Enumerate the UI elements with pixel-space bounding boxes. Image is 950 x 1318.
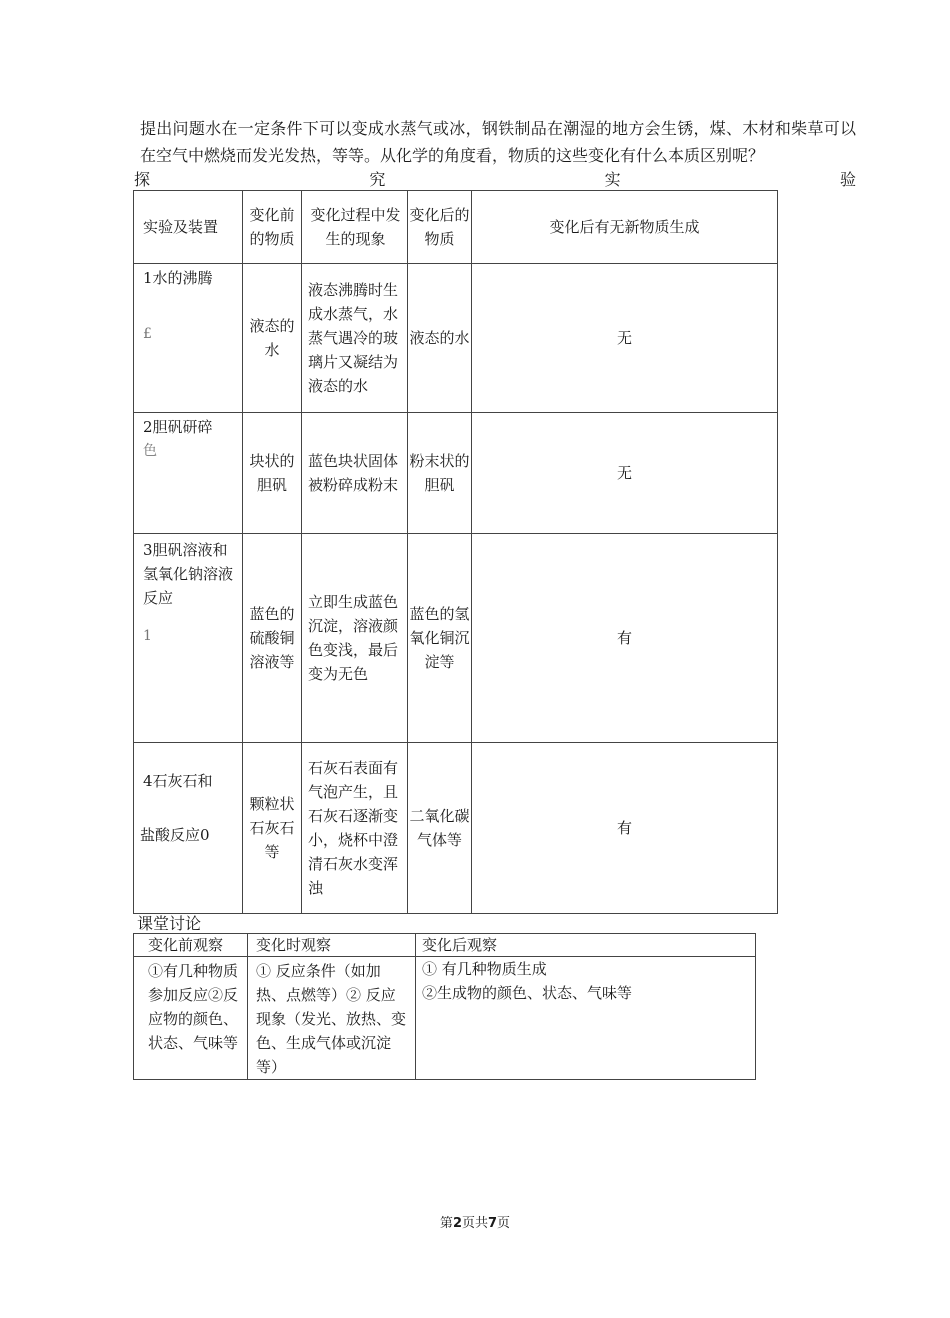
process-cell: 液态沸腾时生成水蒸气，水蒸气遇冷的玻璃片又凝结为液态的水 — [302, 264, 408, 413]
header-cell: 变化前的物质 — [243, 191, 302, 264]
new-substance-cell: 有 — [472, 534, 778, 743]
intro-paragraph: 提出问题水在一定条件下可以变成水蒸气或冰，钢铁制品在潮湿的地方会生锈，煤、木材和柴草可以在空气中燃烧而发光发热，等等。从化学的角度看，物质的这些变化有什么本质区别呢？ — [140, 119, 856, 165]
table-row — [134, 743, 778, 914]
during-observation-cell: ① 反应条件（如加热、点燃等）② 反应现象（发光、放热、变色、生成气体或沉淀等） — [248, 957, 416, 1080]
new-substance-cell: 无 — [472, 264, 778, 413]
apparatus-mark: £ — [143, 326, 152, 342]
process-cell: 蓝色块状固体被粉碎成粉末 — [302, 413, 408, 534]
table-header-row — [134, 191, 778, 264]
experiment-table — [133, 190, 778, 914]
explore-char: 探 — [134, 170, 151, 189]
header-cell: 变化过程中发生的现象 — [302, 191, 408, 264]
process-cell: 立即生成蓝色沉淀，溶液颜色变浅，最后变为无色 — [302, 534, 408, 743]
experiment-name-cell: 1水的沸腾 £ — [134, 264, 243, 413]
page-number: 2 — [452, 1216, 462, 1231]
header-cell: 变化前观察 — [134, 934, 248, 957]
header-cell: 实验及装置 — [134, 191, 243, 264]
before-observation-cell: ①有几种物质参加反应②反应物的颜色、状态、气味等 — [134, 957, 248, 1080]
experiment-name-cell: 3胆矾溶液和氢氧化钠溶液反应 1 — [134, 534, 243, 743]
new-substance-cell: 无 — [472, 413, 778, 534]
page-footer: 第2页共7页 — [439, 1216, 511, 1231]
discussion-title: 课堂讨论 — [137, 914, 202, 933]
experiment-name-cell: 4石灰石和 盐酸反应0 — [134, 743, 243, 914]
apparatus-mark: 色 — [143, 443, 157, 459]
new-substance-cell: 有 — [472, 743, 778, 914]
header-cell: 变化后的物质 — [408, 191, 472, 264]
explore-char: 究 — [369, 170, 386, 189]
after-cell: 蓝色的氢氧化铜沉淀等 — [408, 534, 472, 743]
discussion-table — [133, 933, 756, 1080]
discussion-row — [134, 957, 756, 1080]
before-cell: 蓝色的硫酸铜溶液等 — [243, 534, 302, 743]
before-cell: 液态的水 — [243, 264, 302, 413]
experiment-name-cell: 2胆矾研碎 色 — [134, 413, 243, 534]
apparatus-mark: 1 — [143, 628, 152, 644]
header-cell: 变化后有无新物质生成 — [472, 191, 778, 264]
table-row — [134, 264, 778, 413]
table-row — [134, 534, 778, 743]
explore-char: 实 — [604, 170, 621, 189]
after-observation-cell: ① 有几种物质生成 ②生成物的颜色、状态、气味等 — [416, 957, 756, 1080]
page-total: 7 — [488, 1216, 498, 1231]
explore-char: 验 — [839, 170, 856, 189]
after-cell: 粉末状的胆矾 — [408, 413, 472, 534]
process-cell: 石灰石表面有气泡产生，且石灰石逐渐变小，烧杯中澄清石灰水变浑浊 — [302, 743, 408, 914]
before-cell: 颗粒状石灰石等 — [243, 743, 302, 914]
after-cell: 二氧化碳气体等 — [408, 743, 472, 914]
table-row — [134, 413, 778, 534]
header-cell: 变化时观察 — [248, 934, 416, 957]
explore-heading — [134, 169, 856, 191]
header-cell: 变化后观察 — [416, 934, 756, 957]
before-cell: 块状的胆矾 — [243, 413, 302, 534]
after-cell: 液态的水 — [408, 264, 472, 413]
discussion-header-row — [134, 934, 756, 957]
